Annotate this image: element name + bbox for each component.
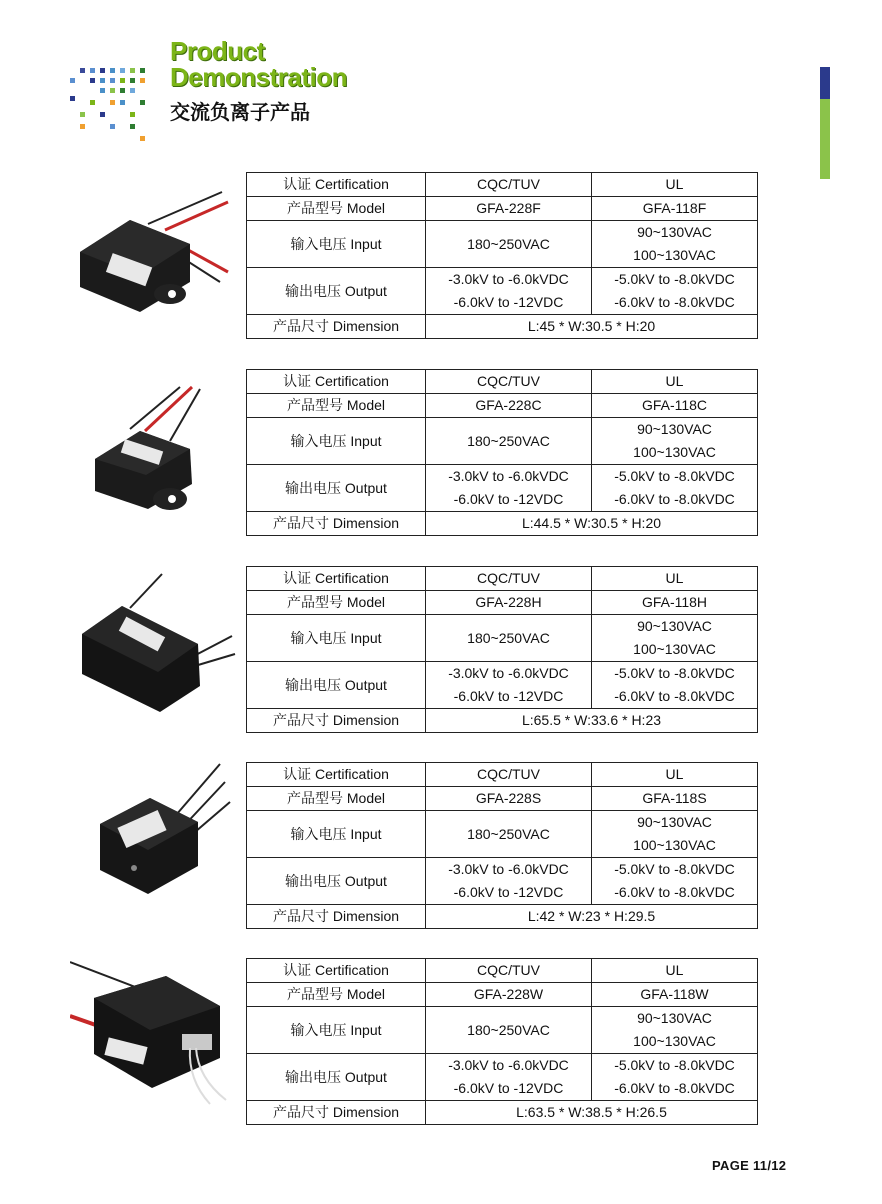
logo-mosaic (70, 66, 160, 142)
output-label: 输出电压 Output (247, 858, 426, 905)
dimension-value: L:63.5 * W:38.5 * H:26.5 (426, 1101, 758, 1125)
output-ul: -5.0kV to -8.0kVDC -6.0kV to -8.0kVDC (592, 662, 758, 709)
model-label: 产品型号 Model (247, 591, 426, 615)
page-number: PAGE 11/12 (712, 1158, 787, 1173)
input-label: 输入电压 Input (247, 1007, 426, 1054)
title-line-2: Demonstration (170, 62, 347, 92)
product-section (0, 566, 882, 736)
spec-table (246, 566, 758, 733)
product-section (0, 762, 882, 932)
dimension-label: 产品尺寸 Dimension (247, 512, 426, 536)
input-ul: 90~130VAC 100~130VAC (592, 811, 758, 858)
cert-label: 认证 Certification (247, 959, 426, 983)
input-ul: 90~130VAC 100~130VAC (592, 418, 758, 465)
title-line-1: Product (170, 36, 265, 66)
output-cqc: -3.0kV to -6.0kVDC -6.0kV to -12VDC (426, 662, 592, 709)
output-label: 输出电压 Output (247, 268, 426, 315)
model-cqc: GFA-228F (426, 197, 592, 221)
cert-label: 认证 Certification (247, 763, 426, 787)
dimension-value: L:65.5 * W:33.6 * H:23 (426, 709, 758, 733)
cert-cqc: CQC/TUV (426, 959, 592, 983)
model-cqc: GFA-228W (426, 983, 592, 1007)
model-ul: GFA-118W (592, 983, 758, 1007)
product-photo (70, 958, 242, 1128)
product-section (0, 172, 882, 342)
cert-ul: UL (592, 959, 758, 983)
output-cqc: -3.0kV to -6.0kVDC -6.0kV to -12VDC (426, 268, 592, 315)
model-label: 产品型号 Model (247, 197, 426, 221)
model-label: 产品型号 Model (247, 394, 426, 418)
spec-table (246, 958, 758, 1125)
input-cqc: 180~250VAC (426, 811, 592, 858)
model-ul: GFA-118F (592, 197, 758, 221)
input-label: 输入电压 Input (247, 418, 426, 465)
dimension-value: L:42 * W:23 * H:29.5 (426, 905, 758, 929)
cert-cqc: CQC/TUV (426, 173, 592, 197)
model-cqc: GFA-228S (426, 787, 592, 811)
model-ul: GFA-118S (592, 787, 758, 811)
output-label: 输出电压 Output (247, 465, 426, 512)
cert-label: 认证 Certification (247, 567, 426, 591)
cert-cqc: CQC/TUV (426, 763, 592, 787)
cert-ul: UL (592, 370, 758, 394)
dimension-label: 产品尺寸 Dimension (247, 905, 426, 929)
input-ul: 90~130VAC 100~130VAC (592, 221, 758, 268)
model-cqc: GFA-228C (426, 394, 592, 418)
side-tab-marker (820, 67, 830, 179)
product-photo (70, 172, 242, 342)
output-ul: -5.0kV to -8.0kVDC -6.0kV to -8.0kVDC (592, 465, 758, 512)
input-cqc: 180~250VAC (426, 1007, 592, 1054)
model-ul: GFA-118C (592, 394, 758, 418)
output-ul: -5.0kV to -8.0kVDC -6.0kV to -8.0kVDC (592, 858, 758, 905)
output-cqc: -3.0kV to -6.0kVDC -6.0kV to -12VDC (426, 465, 592, 512)
product-photo (70, 762, 242, 932)
model-cqc: GFA-228H (426, 591, 592, 615)
model-label: 产品型号 Model (247, 787, 426, 811)
input-cqc: 180~250VAC (426, 615, 592, 662)
input-label: 输入电压 Input (247, 811, 426, 858)
output-label: 输出电压 Output (247, 1054, 426, 1101)
cert-label: 认证 Certification (247, 173, 426, 197)
dimension-label: 产品尺寸 Dimension (247, 315, 426, 339)
cert-ul: UL (592, 173, 758, 197)
cert-cqc: CQC/TUV (426, 370, 592, 394)
output-label: 输出电压 Output (247, 662, 426, 709)
input-cqc: 180~250VAC (426, 221, 592, 268)
spec-table (246, 369, 758, 536)
output-cqc: -3.0kV to -6.0kVDC -6.0kV to -12VDC (426, 858, 592, 905)
product-section (0, 958, 882, 1128)
input-ul: 90~130VAC 100~130VAC (592, 1007, 758, 1054)
cert-label: 认证 Certification (247, 370, 426, 394)
product-photo (70, 369, 242, 539)
input-label: 输入电压 Input (247, 615, 426, 662)
dimension-label: 产品尺寸 Dimension (247, 709, 426, 733)
dimension-value: L:44.5 * W:30.5 * H:20 (426, 512, 758, 536)
output-ul: -5.0kV to -8.0kVDC -6.0kV to -8.0kVDC (592, 1054, 758, 1101)
input-label: 输入电压 Input (247, 221, 426, 268)
product-section (0, 369, 882, 539)
model-label: 产品型号 Model (247, 983, 426, 1007)
cert-ul: UL (592, 763, 758, 787)
output-ul: -5.0kV to -8.0kVDC -6.0kV to -8.0kVDC (592, 268, 758, 315)
spec-table (246, 762, 758, 929)
page-subtitle: 交流负离子产品 (170, 100, 310, 124)
output-cqc: -3.0kV to -6.0kVDC -6.0kV to -12VDC (426, 1054, 592, 1101)
cert-cqc: CQC/TUV (426, 567, 592, 591)
spec-table (246, 172, 758, 339)
product-photo (70, 566, 242, 736)
input-cqc: 180~250VAC (426, 418, 592, 465)
dimension-value: L:45 * W:30.5 * H:20 (426, 315, 758, 339)
cert-ul: UL (592, 567, 758, 591)
input-ul: 90~130VAC 100~130VAC (592, 615, 758, 662)
dimension-label: 产品尺寸 Dimension (247, 1101, 426, 1125)
model-ul: GFA-118H (592, 591, 758, 615)
